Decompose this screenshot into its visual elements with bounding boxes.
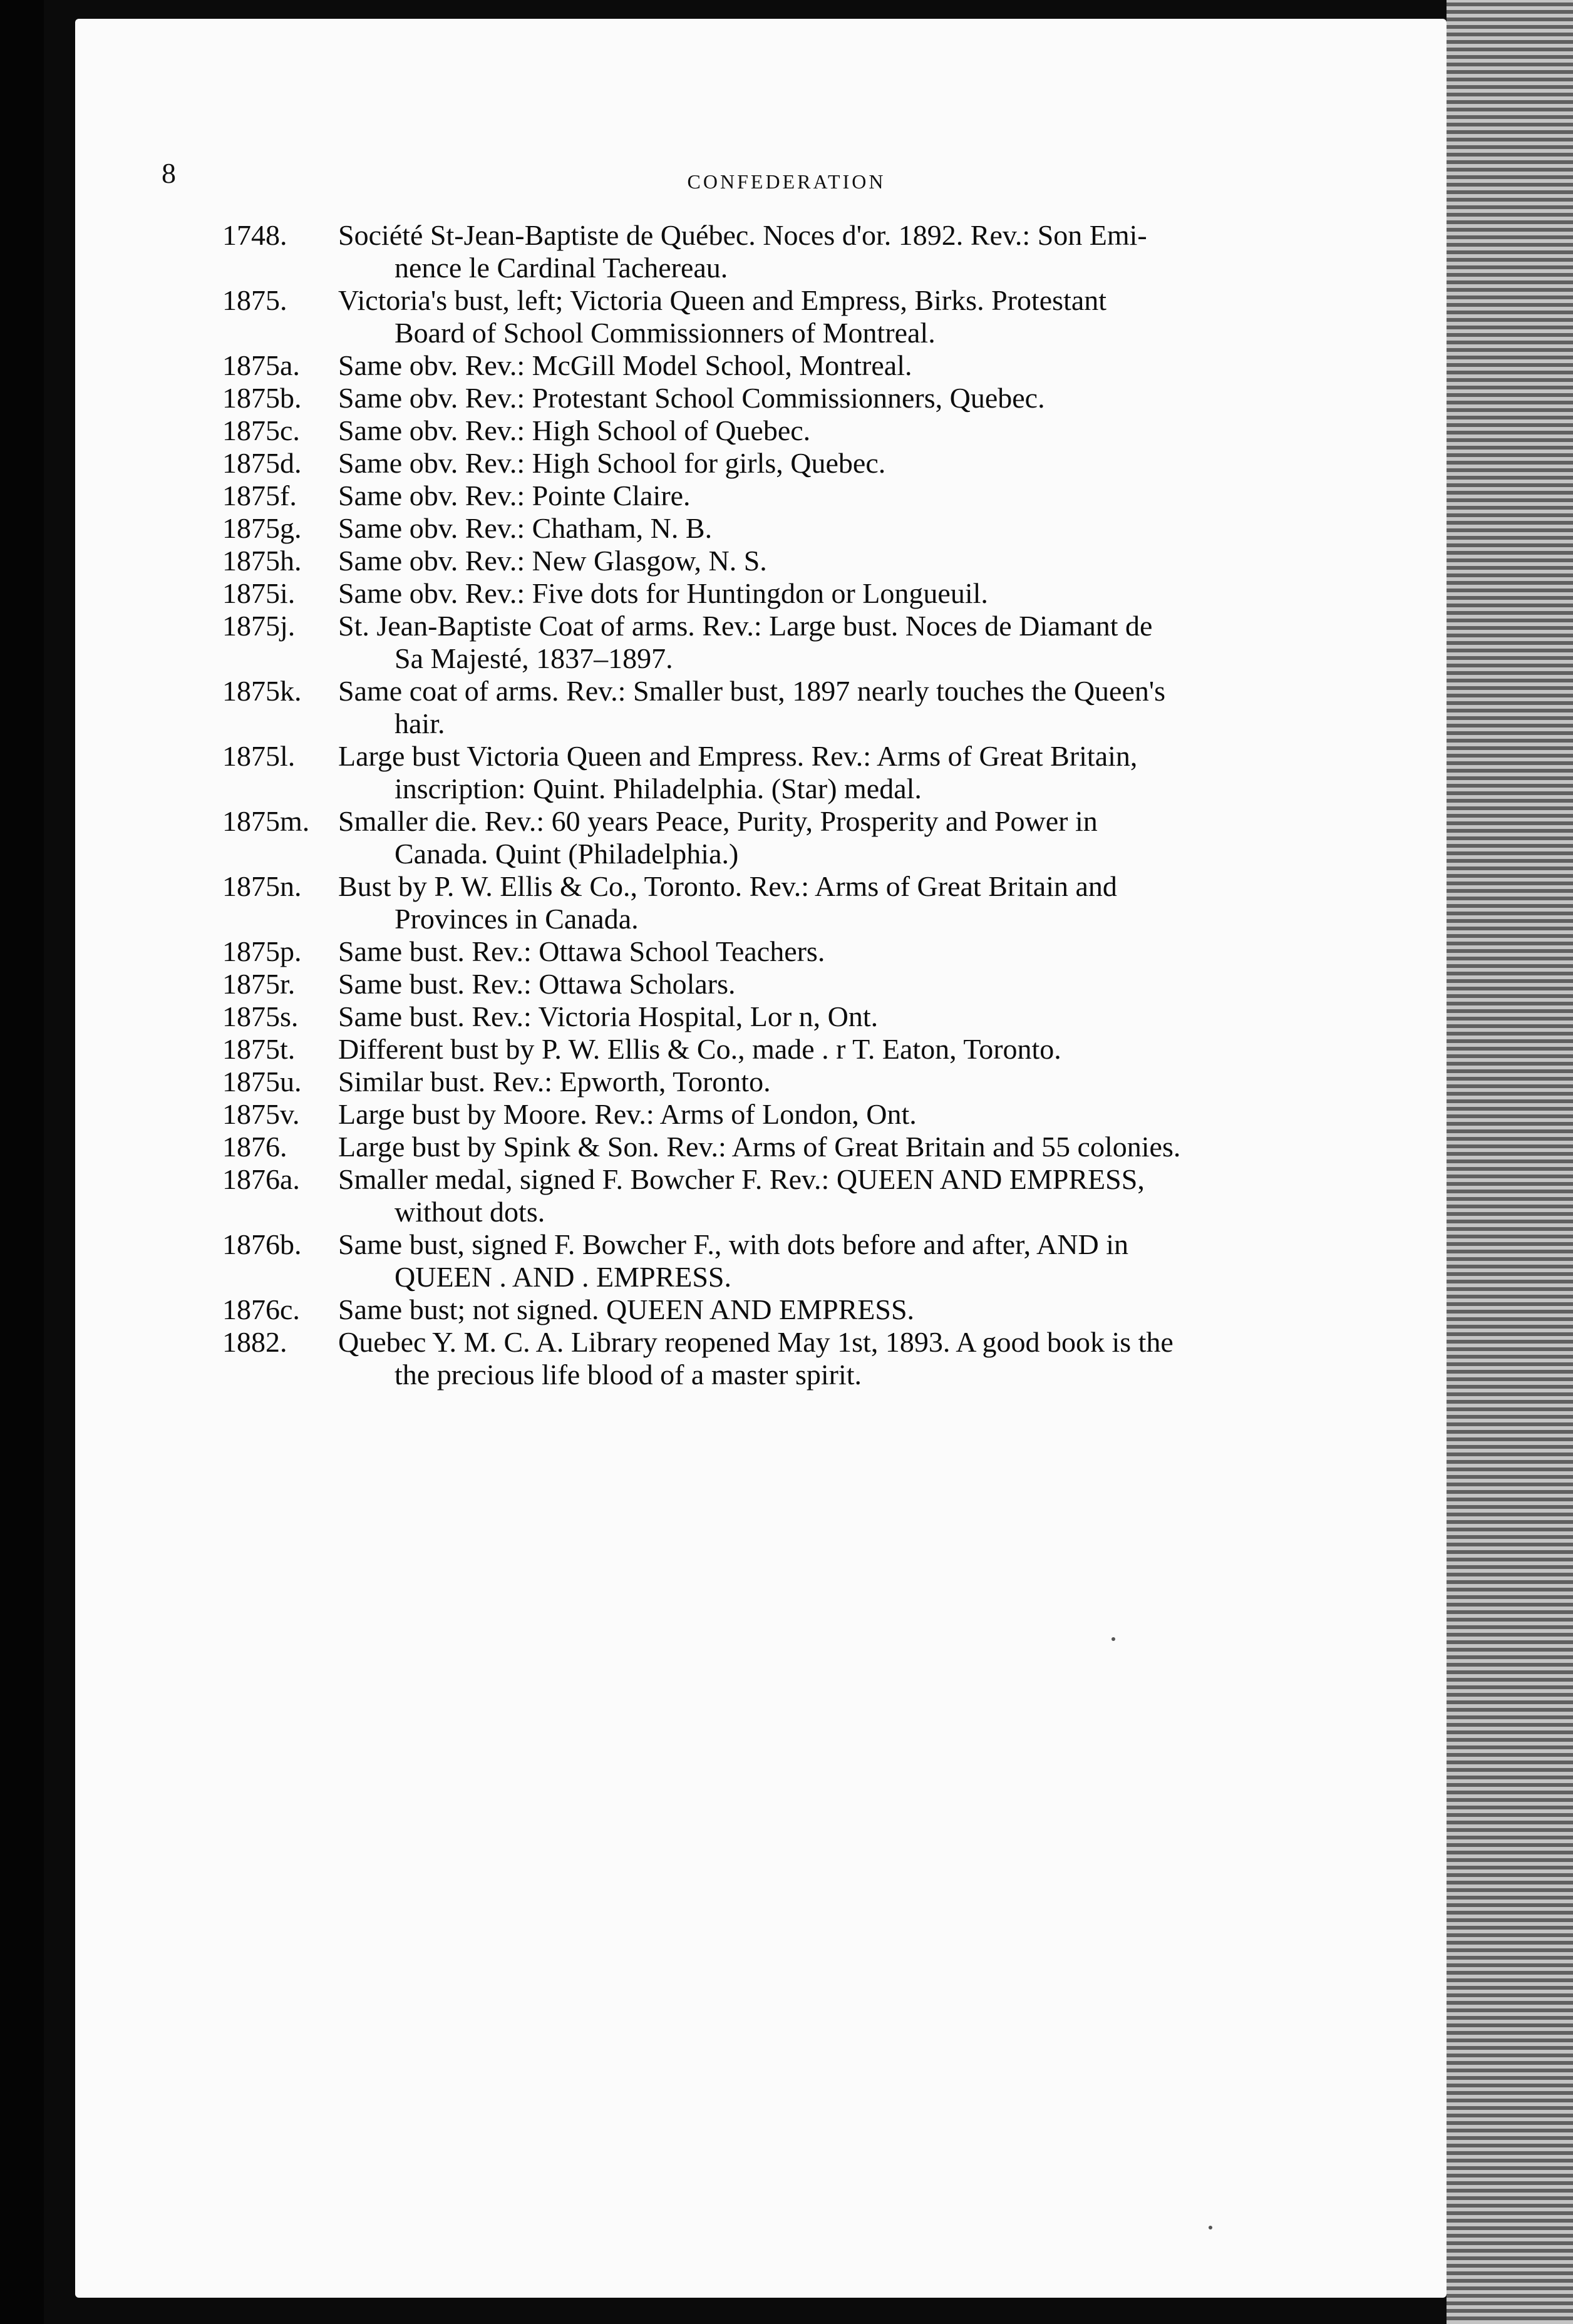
catalogue-entry	[222, 870, 1421, 935]
running-head: CONFEDERATION	[687, 170, 886, 193]
entry-text: St. Jean-Baptiste Coat of arms. Rev.: Large bust. Noces de Diamant de	[338, 610, 1153, 642]
entry-number: 1875u.	[222, 1066, 302, 1098]
scan-left-edge	[0, 0, 44, 2324]
catalogue-entry	[222, 480, 1421, 512]
entry-number: 1875p.	[222, 935, 302, 967]
entry-number: 1875k.	[222, 675, 302, 707]
entry-text-continuation: hair.	[395, 707, 445, 739]
catalogue-entry	[222, 935, 1421, 968]
entry-text: Same bust. Rev.: Ottawa Scholars.	[338, 968, 736, 1000]
catalogue-entry	[222, 219, 1421, 284]
entry-number: 1875l.	[222, 740, 296, 772]
scan-speck	[1111, 1637, 1115, 1641]
entry-number: 1875h.	[222, 545, 302, 577]
entry-text: Same obv. Rev.: New Glasgow, N. S.	[338, 545, 767, 577]
entry-text: Same obv. Rev.: Five dots for Huntingdon or Longueuil.	[338, 577, 988, 609]
entry-text: Société St-Jean-Baptiste de Québec. Noces d'or. 1892. Rev.: Son Emi-	[338, 219, 1147, 251]
catalogue-entry	[222, 968, 1421, 1000]
catalogue-entry	[222, 545, 1421, 577]
catalogue-entry	[222, 1163, 1421, 1228]
entry-text-continuation: without dots.	[395, 1196, 545, 1228]
catalogue-entry	[222, 1033, 1421, 1066]
entry-number: 1875d.	[222, 447, 302, 479]
entry-number: 1875n.	[222, 870, 302, 902]
catalogue-entry	[222, 1228, 1421, 1293]
entry-text: Same obv. Rev.: Chatham, N. B.	[338, 512, 713, 544]
entry-text: Large bust by Moore. Rev.: Arms of London, Ont.	[338, 1098, 917, 1130]
entry-text-continuation: nence le Cardinal Tachereau.	[395, 252, 728, 284]
catalogue-entry	[222, 512, 1421, 545]
entry-number: 1876b.	[222, 1228, 302, 1260]
entry-text-continuation: Provinces in Canada.	[395, 903, 639, 935]
catalogue-entry	[222, 447, 1421, 480]
catalogue-entry	[222, 610, 1421, 675]
catalogue-entry	[222, 382, 1421, 414]
catalogue-entry	[222, 414, 1421, 447]
entry-text: Same obv. Rev.: Pointe Claire.	[338, 480, 691, 512]
entry-text: Same bust; not signed. QUEEN AND EMPRESS.	[338, 1293, 915, 1325]
page-number: 8	[162, 157, 176, 189]
entry-number: 1875i.	[222, 577, 296, 609]
catalogue-entry	[222, 1098, 1421, 1131]
catalogue-entry	[222, 675, 1421, 740]
entry-text-continuation: Board of School Commissionners of Montreal.	[395, 317, 936, 349]
entry-text: Same bust. Rev.: Victoria Hospital, Lor n, Ont.	[338, 1000, 879, 1032]
catalogue-entries	[222, 219, 1421, 1391]
catalogue-entry	[222, 1000, 1421, 1033]
entry-text: Same obv. Rev.: McGill Model School, Montreal.	[338, 349, 912, 381]
entry-number: 1875f.	[222, 480, 297, 512]
entry-text-continuation: Sa Majesté, 1837–1897.	[395, 642, 673, 674]
catalogue-entry	[222, 1293, 1421, 1326]
entry-text: Same bust. Rev.: Ottawa School Teachers.	[338, 935, 825, 967]
entry-number: 1875v.	[222, 1098, 300, 1130]
entry-number: 1876a.	[222, 1163, 300, 1195]
entry-text-continuation: QUEEN . AND . EMPRESS.	[395, 1261, 732, 1293]
entry-text: Large bust by Spink & Son. Rev.: Arms of Great Britain and 55 colonies.	[338, 1131, 1181, 1163]
entry-text: Bust by P. W. Ellis & Co., Toronto. Rev.: Arms of Great Britain and	[338, 870, 1117, 902]
entry-text: Different bust by P. W. Ellis & Co., made . r T. Eaton, Toronto.	[338, 1033, 1061, 1065]
entry-text: Same coat of arms. Rev.: Smaller bust, 1897 nearly touches the Queen's	[338, 675, 1166, 707]
entry-number: 1875a.	[222, 349, 300, 381]
entry-text: Same obv. Rev.: Protestant School Commissionners, Quebec.	[338, 382, 1045, 414]
catalogue-entry	[222, 1131, 1421, 1163]
entry-number: 1882.	[222, 1326, 287, 1358]
entry-text: Same bust, signed F. Bowcher F., with dots before and after, AND in	[338, 1228, 1128, 1260]
entry-text-continuation: the precious life blood of a master spirit.	[395, 1359, 862, 1391]
catalogue-entry	[222, 1326, 1421, 1391]
entry-number: 1875t.	[222, 1033, 296, 1065]
catalogue-entry	[222, 1066, 1421, 1098]
entry-text-continuation: Canada. Quint (Philadelphia.)	[395, 838, 739, 870]
entry-text: Large bust Victoria Queen and Empress. Rev.: Arms of Great Britain,	[338, 740, 1138, 772]
catalogue-entry	[222, 284, 1421, 349]
entry-text-continuation: inscription: Quint. Philadelphia. (Star) medal.	[395, 773, 922, 805]
entry-number: 1875j.	[222, 610, 296, 642]
catalogue-entry	[222, 349, 1421, 382]
entry-text: Similar bust. Rev.: Epworth, Toronto.	[338, 1066, 771, 1098]
entry-text: Quebec Y. M. C. A. Library reopened May 1st, 1893. A good book is the	[338, 1326, 1173, 1358]
entry-text: Same obv. Rev.: High School of Quebec.	[338, 414, 811, 446]
catalogue-entry	[222, 740, 1421, 805]
entry-text: Smaller die. Rev.: 60 years Peace, Purity, Prosperity and Power in	[338, 805, 1098, 837]
scan-right-edge	[1447, 0, 1573, 2324]
entry-text: Smaller medal, signed F. Bowcher F. Rev.: QUEEN AND EMPRESS,	[338, 1163, 1145, 1195]
entry-number: 1875m.	[222, 805, 310, 837]
entry-number: 1875c.	[222, 414, 300, 446]
entry-number: 1875.	[222, 284, 287, 316]
entry-number: 1875g.	[222, 512, 302, 544]
entry-number: 1876.	[222, 1131, 287, 1163]
entry-number: 1875r.	[222, 968, 296, 1000]
entry-number: 1876c.	[222, 1293, 300, 1325]
scan-speck	[1209, 2226, 1212, 2229]
entry-number: 1875b.	[222, 382, 302, 414]
entry-number: 1875s.	[222, 1000, 299, 1032]
entry-text: Same obv. Rev.: High School for girls, Quebec.	[338, 447, 886, 479]
entry-number: 1748.	[222, 219, 287, 251]
entry-text: Victoria's bust, left; Victoria Queen and Empress, Birks. Protestant	[338, 284, 1107, 316]
catalogue-entry	[222, 805, 1421, 870]
catalogue-entry	[222, 577, 1421, 610]
